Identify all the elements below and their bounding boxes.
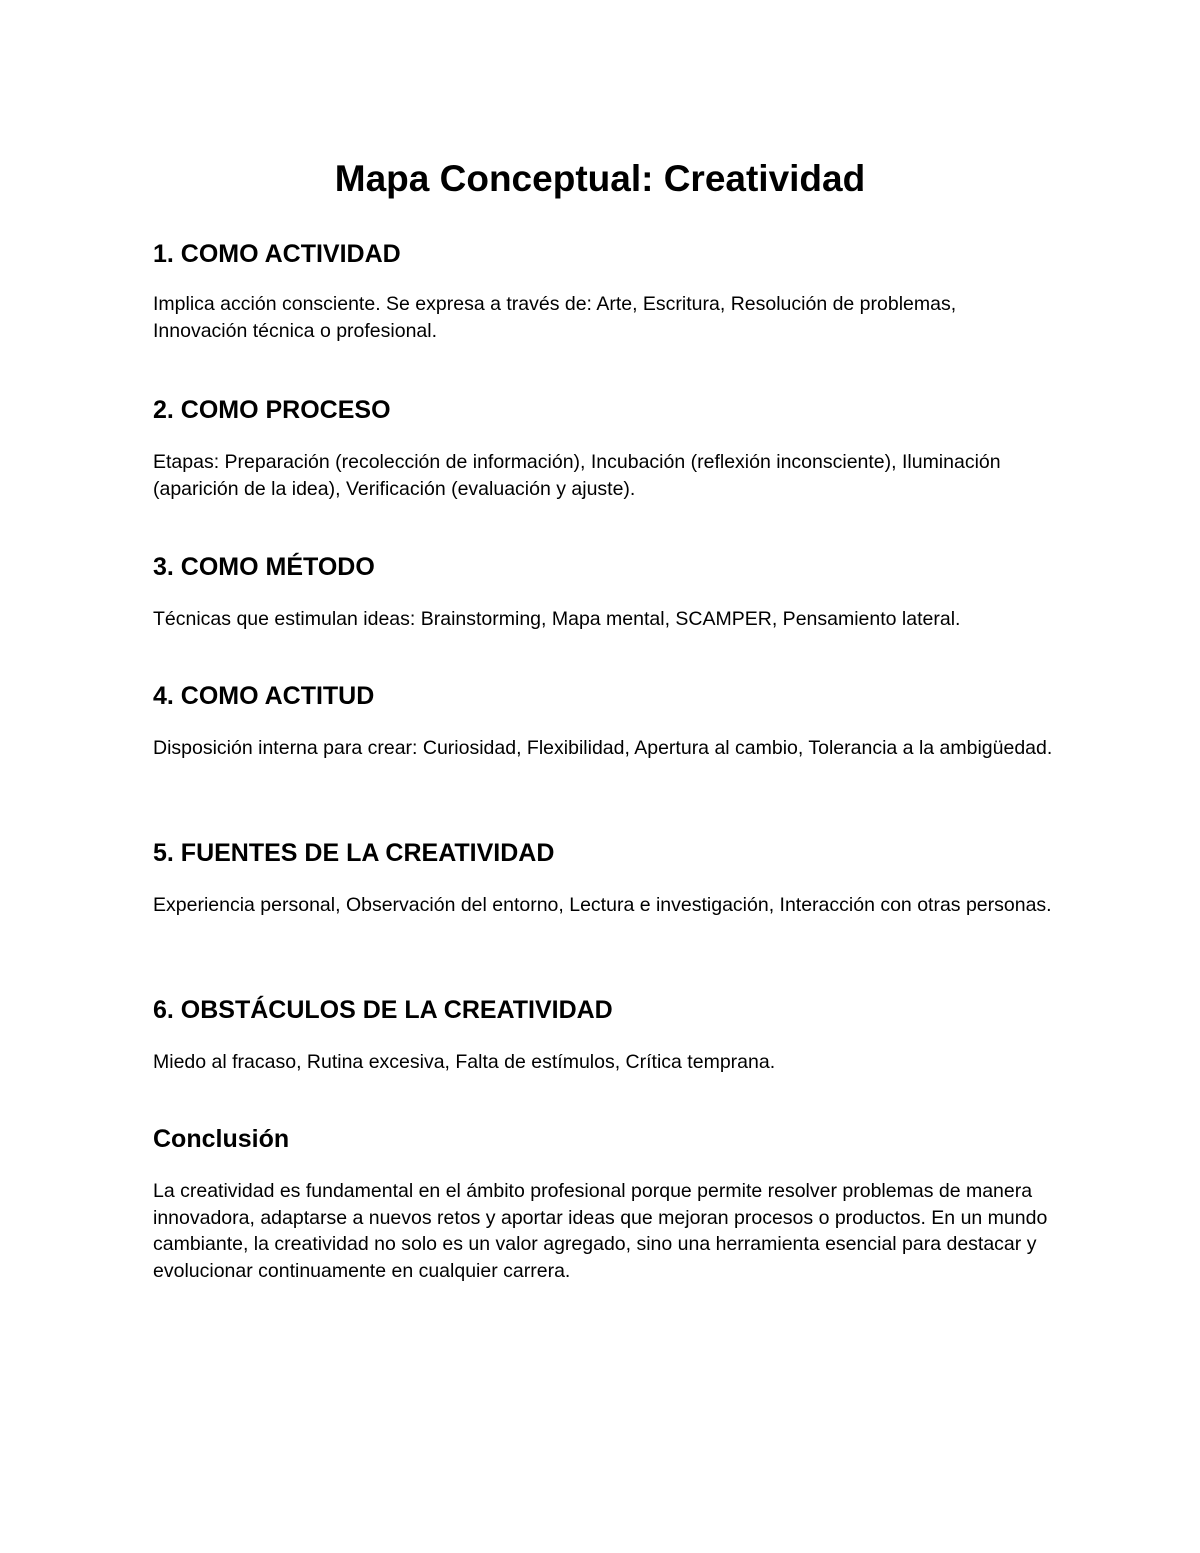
section-heading-conclusion: Conclusión [153,1125,290,1153]
section-heading-metodo: 3. COMO MÉTODO [153,553,375,581]
section-body-fuentes: Experiencia personal, Observación del entorno, Lectura e investigación, Interacción con otras personas. [153,894,1052,916]
document-title: Mapa Conceptual: Creatividad [334,158,866,199]
section-body-actitud: Disposición interna para crear: Curiosidad, Flexibilidad, Apertura al cambio, Tolerancia a la ambigüedad. [153,737,1053,759]
section-heading-actividad: 1. COMO ACTIVIDAD [153,240,401,268]
section-heading-obstaculos: 6. OBSTÁCULOS DE LA CREATIVIDAD [153,996,613,1024]
section-heading-fuentes: 5. FUENTES DE LA CREATIVIDAD [153,839,555,867]
section-body-actividad: Implica acción consciente. Se expresa a través de: Arte, Escritura, Resolución de problemas, Innovación técnica o profesional. [153,293,957,342]
section-body-obstaculos: Miedo al fracaso, Rutina excesiva, Falta de estímulos, Crítica temprana. [153,1051,776,1073]
section-heading-actitud: 4. COMO ACTITUD [153,682,375,710]
section-body-metodo: Técnicas que estimulan ideas: Brainstorming, Mapa mental, SCAMPER, Pensamiento lateral. [153,608,961,630]
section-heading-proceso: 2. COMO PROCESO [153,396,391,424]
section-body-proceso: Etapas: Preparación (recolección de información), Incubación (reflexión inconsciente), Iluminación (aparición de la idea), Verificación (evaluación y ajuste). [153,451,1001,500]
section-body-conclusion: La creatividad es fundamental en el ámbito profesional porque permite resolver problemas de manera innovadora, adaptarse a nuevos retos y aportar ideas que mejoran procesos o productos. En un mundo cambiante, la creatividad no solo es un valor agregado, sino una herramienta esencial para destacar y evolucionar continuamente en cualquier carrera. [153,1180,1048,1282]
